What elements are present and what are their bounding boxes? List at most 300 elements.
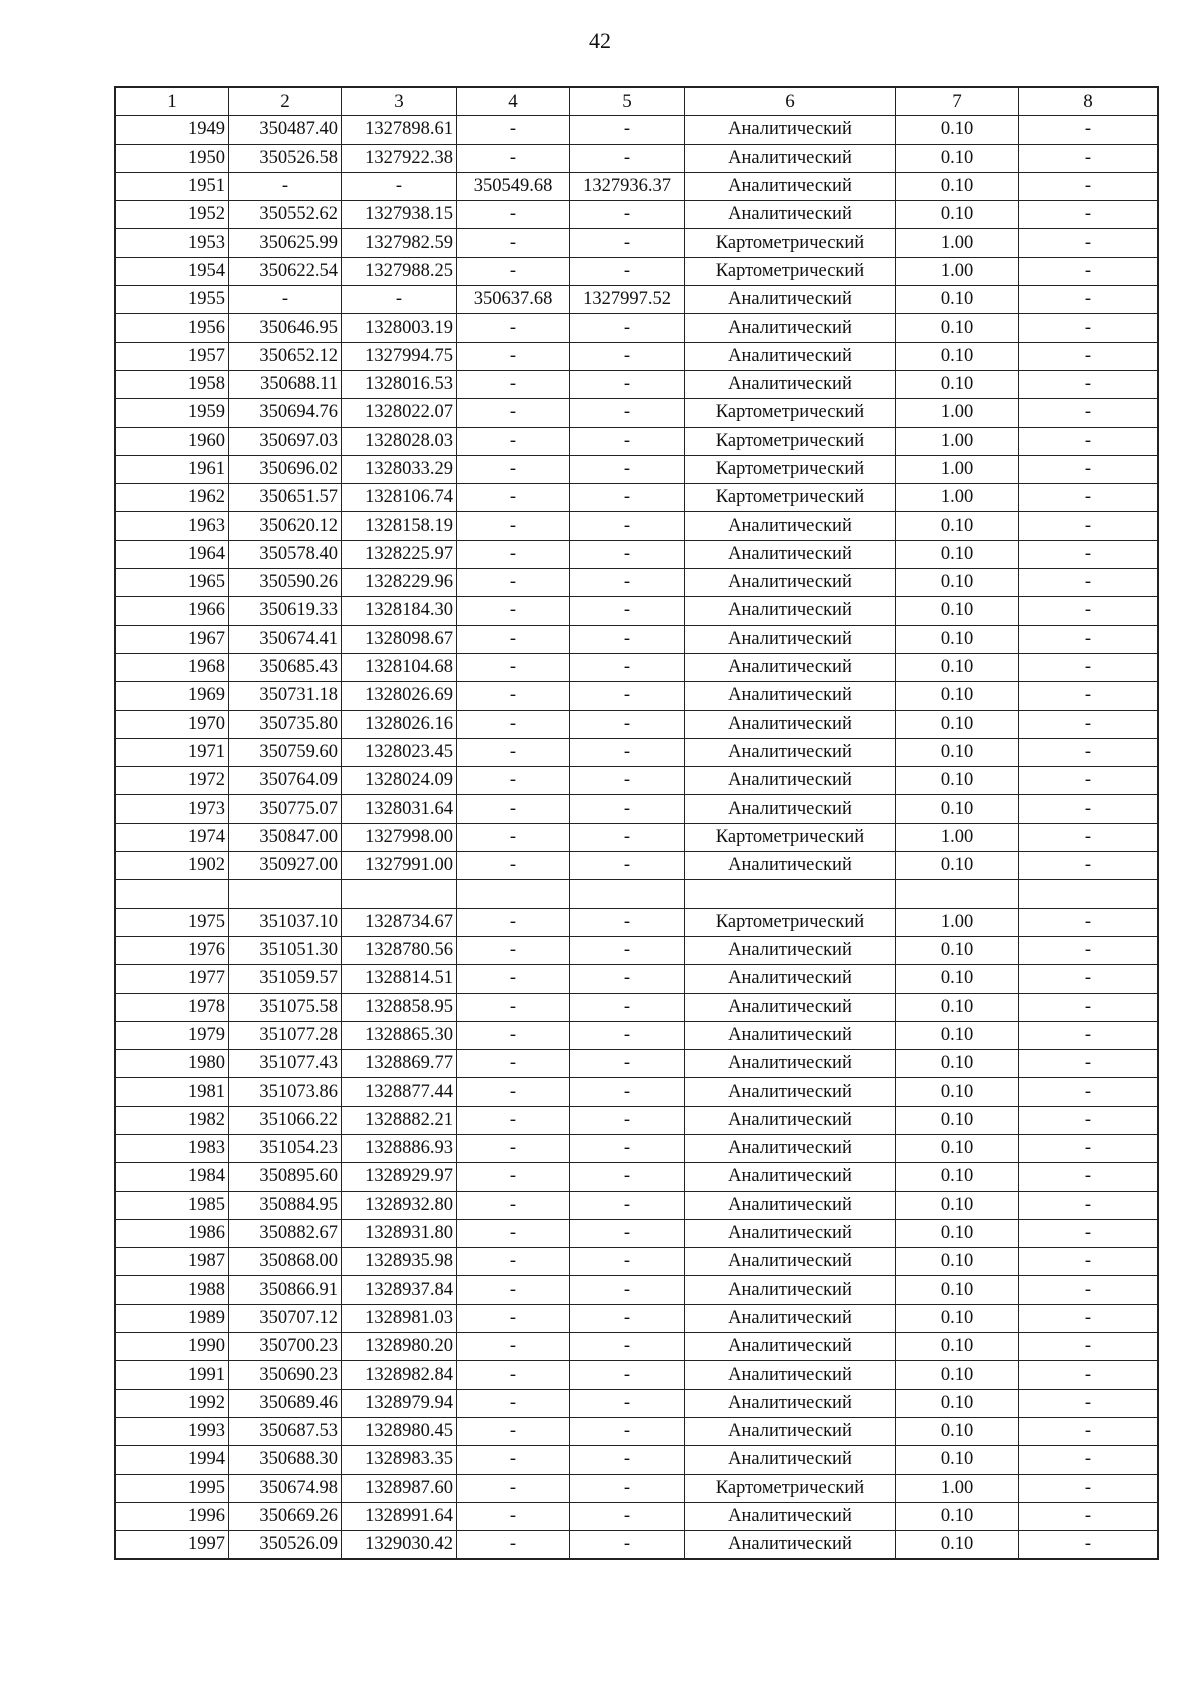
table-cell-col-2: 350674.41 [229,625,342,653]
table-cell-col-7: 0.10 [896,1248,1019,1276]
table-cell-col-7: 0.10 [896,597,1019,625]
table-row [115,201,1158,229]
table-cell-col-6: Аналитический [685,852,896,880]
table-cell-col-8: - [1019,1446,1159,1474]
table-cell-col-2: 351077.43 [229,1050,342,1078]
table-cell-col-8: - [1019,738,1159,766]
table-cell-col-7: 0.10 [896,1389,1019,1417]
table-cell-col-5: - [570,767,685,795]
column-header-3: 3 [342,87,457,116]
table-cell-col-2: 350578.40 [229,540,342,568]
table-cell-col-2: 350868.00 [229,1248,342,1276]
table-cell-col-7: 0.10 [896,1276,1019,1304]
table-cell-col-2: 350688.30 [229,1446,342,1474]
table-cell-col-4: - [457,201,570,229]
table-cell-col-1: 1992 [115,1389,229,1417]
table-cell-col-2: - [229,286,342,314]
table-cell-col-7: 0.10 [896,370,1019,398]
table-row [115,427,1158,455]
table-cell-col-8: - [1019,1361,1159,1389]
table-cell-col-7: 1.00 [896,1474,1019,1502]
table-cell-col-7: 1.00 [896,823,1019,851]
table-cell-col-6: Аналитический [685,1248,896,1276]
table-cell-col-3: 1328877.44 [342,1078,457,1106]
table-cell-col-8: - [1019,286,1159,314]
table-cell-col-2: 350696.02 [229,455,342,483]
table-cell-col-7: 0.10 [896,682,1019,710]
table-cell-col-3: 1328028.03 [342,427,457,455]
table-cell-col-7: 0.10 [896,116,1019,144]
table-cell-col-6: Картометрический [685,427,896,455]
table-cell-col-5: - [570,965,685,993]
table-row [115,540,1158,568]
table-cell-col-8: - [1019,399,1159,427]
table-cell-col-3: 1328981.03 [342,1304,457,1332]
table-cell-col-3: 1329030.42 [342,1531,457,1560]
table-row [115,1248,1158,1276]
table-cell-col-1: 1981 [115,1078,229,1106]
table-cell-col-1: 1964 [115,540,229,568]
table-cell-col-1: 1963 [115,512,229,540]
table-cell-col-5: - [570,1219,685,1247]
table-cell-col-8: - [1019,908,1159,936]
table-cell-col-3: 1328184.30 [342,597,457,625]
table-cell-col-7: 0.10 [896,1531,1019,1560]
table-cell-col-6: Аналитический [685,512,896,540]
table-cell-col-5: - [570,455,685,483]
table-cell-col-7: 0.10 [896,625,1019,653]
table-row [115,314,1158,342]
table-cell-col-6: Аналитический [685,1191,896,1219]
table-cell-col-7: 0.10 [896,342,1019,370]
table-cell-col-8: - [1019,682,1159,710]
table-cell-col-8: - [1019,342,1159,370]
table-cell-col-1: 1965 [115,569,229,597]
table-cell-col-1: 1989 [115,1304,229,1332]
table-cell-col-8: - [1019,993,1159,1021]
table-cell-col-5: - [570,738,685,766]
table-cell-col-2: 350552.62 [229,201,342,229]
table-row [115,625,1158,653]
table-cell-col-2: 351037.10 [229,908,342,936]
table-cell-col-8: - [1019,484,1159,512]
table-cell-col-7: 0.10 [896,314,1019,342]
table-row [115,1474,1158,1502]
table-cell-col-1: 1985 [115,1191,229,1219]
table-cell-col-8: - [1019,936,1159,964]
table-cell-col-1: 1991 [115,1361,229,1389]
table-cell-col-5: - [570,1531,685,1560]
table-cell-col-3: 1328886.93 [342,1134,457,1162]
table-cell-col-4: 350637.68 [457,286,570,314]
table-cell-col-1: 1969 [115,682,229,710]
table-cell-col-1: 1959 [115,399,229,427]
table-cell-col-2: 350669.26 [229,1502,342,1530]
table-cell-col-6: Аналитический [685,1163,896,1191]
table-cell-col-1: 1953 [115,229,229,257]
table-row [115,172,1158,200]
table-cell-col-7: 1.00 [896,484,1019,512]
table-cell-col-2: 351075.58 [229,993,342,1021]
table-cell-col-7: 1.00 [896,399,1019,427]
table-cell-col-6: Аналитический [685,1389,896,1417]
table-cell-col-8: - [1019,1502,1159,1530]
table-row [115,342,1158,370]
table-cell-col-2: 350775.07 [229,795,342,823]
table-cell-col-1: 1970 [115,710,229,738]
table-cell-col-5: - [570,144,685,172]
table-cell-col-4: - [457,1304,570,1332]
table-cell-col-1: 1961 [115,455,229,483]
table-cell-col-5: - [570,1106,685,1134]
table-row [115,1446,1158,1474]
table-cell-col-6: Аналитический [685,795,896,823]
table-cell-col-5: - [570,993,685,1021]
table-cell-col-4: - [457,1050,570,1078]
table-cell-col-6: Аналитический [685,710,896,738]
table-cell-col-5: - [570,1502,685,1530]
table-cell-col-8: - [1019,1531,1159,1560]
table-cell-col-8: - [1019,201,1159,229]
table-cell-col-4: - [457,653,570,681]
table-cell-col-8: - [1019,229,1159,257]
table-cell-col-6: Аналитический [685,1050,896,1078]
table-cell-col-7: 0.10 [896,936,1019,964]
table-cell-col-3: 1328734.67 [342,908,457,936]
table-cell-col-7: 0.10 [896,286,1019,314]
table-cell-col-6: Аналитический [685,1446,896,1474]
table-cell-col-4: - [457,455,570,483]
table-cell-col-7: 0.10 [896,1333,1019,1361]
table-cell-col-4: - [457,1106,570,1134]
table-cell-col-7: 1.00 [896,229,1019,257]
table-cell-col-7: 0.10 [896,512,1019,540]
table-cell-col-1: 1952 [115,201,229,229]
table-row [115,1078,1158,1106]
table-row [115,144,1158,172]
table-cell-col-5: - [570,569,685,597]
table-cell-col-4: - [457,597,570,625]
table-cell-col-2: 351059.57 [229,965,342,993]
table-cell-col-3: 1328026.69 [342,682,457,710]
table-cell-col-8: - [1019,1050,1159,1078]
table-cell-col-5: - [570,1248,685,1276]
table-cell-col-5: - [570,1163,685,1191]
table-cell-col-6: Аналитический [685,625,896,653]
table-cell-col-8: - [1019,314,1159,342]
table-cell-col-1: 1990 [115,1333,229,1361]
table-cell-col-1: 1951 [115,172,229,200]
table-cell-col-4: - [457,484,570,512]
table-cell-col-4: - [457,314,570,342]
column-header-8: 8 [1019,87,1159,116]
table-cell-col-2: 350487.40 [229,116,342,144]
table-cell-col-7: 0.10 [896,201,1019,229]
table-cell-col-3: 1328929.97 [342,1163,457,1191]
table-cell-col-5: 1327997.52 [570,286,685,314]
table-row [115,1134,1158,1162]
table-cell-col-7: 0.10 [896,1417,1019,1445]
table-cell-col-3: 1327994.75 [342,342,457,370]
table-cell-col-7: 0.10 [896,1106,1019,1134]
table-cell-col-7: 0.10 [896,710,1019,738]
table-cell-col-8: - [1019,852,1159,880]
table-cell-col-5: - [570,484,685,512]
table-cell-col-2: 350646.95 [229,314,342,342]
table-cell-col-8: - [1019,1333,1159,1361]
table-cell-col-5: - [570,370,685,398]
table-cell-col-2: 350690.23 [229,1361,342,1389]
table-cell-col-2: 350619.33 [229,597,342,625]
table-cell-col-7: 0.10 [896,1163,1019,1191]
table-cell-col-6: Аналитический [685,936,896,964]
table-cell-col-1: 1958 [115,370,229,398]
table-cell-col-8: - [1019,965,1159,993]
table-row [115,795,1158,823]
table-cell-col-2: 350895.60 [229,1163,342,1191]
table-cell-col-2: 350674.98 [229,1474,342,1502]
table-cell-col-1: 1971 [115,738,229,766]
table-cell-col-5: - [570,257,685,285]
table-cell-col-6: Аналитический [685,1304,896,1332]
table-cell-col-8: - [1019,1417,1159,1445]
table-cell-col-8: - [1019,1134,1159,1162]
table-cell-col-1: 1976 [115,936,229,964]
table-cell-col-3: 1328229.96 [342,569,457,597]
table-cell-col-3: 1328033.29 [342,455,457,483]
table-cell-col-3: 1327898.61 [342,116,457,144]
table-row [115,1191,1158,1219]
table-cell-col-5: - [570,1021,685,1049]
table-row [115,1021,1158,1049]
table-cell-col-3: 1328869.77 [342,1050,457,1078]
table-cell-col-8: - [1019,1474,1159,1502]
table-cell-col-1: 1986 [115,1219,229,1247]
table-row [115,1163,1158,1191]
table-cell-col-7: 0.10 [896,1191,1019,1219]
table-row [115,370,1158,398]
table-cell-col-3: 1328158.19 [342,512,457,540]
table-cell-col-2: 350764.09 [229,767,342,795]
table-cell-col-6: Аналитический [685,682,896,710]
table-row [115,965,1158,993]
table-cell-col-4: - [457,1361,570,1389]
table-cell-col-4: - [457,399,570,427]
table-cell-col-2: 351054.23 [229,1134,342,1162]
table-cell-col-4: - [457,1474,570,1502]
table-cell-col-7: 0.10 [896,1304,1019,1332]
table-cell-col-6: Аналитический [685,144,896,172]
table-cell-col-5: - [570,314,685,342]
table-cell-col-6: Аналитический [685,1417,896,1445]
table-cell-col-4: - [457,427,570,455]
table-cell-col-4: - [457,569,570,597]
table-cell-col-5: - [570,1446,685,1474]
table-cell-col-4: - [457,1389,570,1417]
table-cell-col-1: 1974 [115,823,229,851]
table-cell-col-7: 0.10 [896,738,1019,766]
table-row [115,116,1158,144]
table-row [115,1333,1158,1361]
table-cell-col-7: 1.00 [896,455,1019,483]
table-row [115,512,1158,540]
table-row [115,682,1158,710]
table-cell-col-8: - [1019,512,1159,540]
table-cell-col-4: - [457,908,570,936]
table-cell-col-7: 0.10 [896,1134,1019,1162]
table-cell-col-5: - [570,1304,685,1332]
table-cell-col-5: - [570,342,685,370]
table-cell-col-3: - [342,172,457,200]
table-cell-col-8: - [1019,1219,1159,1247]
table-cell-col-1: 1982 [115,1106,229,1134]
table-cell-col-1: 1955 [115,286,229,314]
table-cell-col-7: 0.10 [896,144,1019,172]
table-cell-col-8: - [1019,370,1159,398]
table-cell-col-2: 350759.60 [229,738,342,766]
table-cell-col-7: 0.10 [896,569,1019,597]
table-cell-col-6: Аналитический [685,1134,896,1162]
table-cell-col-1: 1993 [115,1417,229,1445]
table-cell-col-3: 1328106.74 [342,484,457,512]
table-cell-col-8: - [1019,1106,1159,1134]
table-cell-col-4: - [457,738,570,766]
table-row [115,710,1158,738]
table-cell-col-1: 1984 [115,1163,229,1191]
table-cell-col-5: - [570,1050,685,1078]
table-cell-col-3: 1327922.38 [342,144,457,172]
table-cell-col-4: - [457,1134,570,1162]
table-cell-col-6: Аналитический [685,540,896,568]
table-cell-col-1: 1960 [115,427,229,455]
table-cell-col-6: Аналитический [685,993,896,1021]
table-cell-col-2: 350689.46 [229,1389,342,1417]
table-cell-col-1: 1997 [115,1531,229,1560]
column-header-1: 1 [115,87,229,116]
table-cell-col-7: 0.10 [896,852,1019,880]
table-cell-col-4: - [457,823,570,851]
table-cell-col-3: 1328979.94 [342,1389,457,1417]
table-cell-col-1: 1956 [115,314,229,342]
table-cell-col-6: Картометрический [685,1474,896,1502]
table-cell-col-5: - [570,540,685,568]
table-cell-col-8: - [1019,625,1159,653]
table-cell-col-1: 1973 [115,795,229,823]
table-cell-col-7: 0.10 [896,172,1019,200]
table-cell-col-6: Аналитический [685,597,896,625]
table-cell-col-8: - [1019,427,1159,455]
table-cell-col-6: Аналитический [685,965,896,993]
table-cell-col-8: - [1019,172,1159,200]
table-cell-col-8: - [1019,569,1159,597]
table-row [115,1106,1158,1134]
table-cell-col-4: - [457,710,570,738]
table-cell-col-1: 1975 [115,908,229,936]
table-cell-col-7: 1.00 [896,908,1019,936]
table-cell-col-8: - [1019,1304,1159,1332]
table-cell-col-6: Картометрический [685,257,896,285]
table-cell-col-4: - [457,116,570,144]
table-cell-col-8: - [1019,1191,1159,1219]
table-cell-col-1: 1978 [115,993,229,1021]
table-row [115,1389,1158,1417]
table-cell-col-3: 1328991.64 [342,1502,457,1530]
table-cell-col-4 [457,880,570,908]
table-cell-col-6: Аналитический [685,1333,896,1361]
table-cell-col-3: 1328098.67 [342,625,457,653]
table-cell-col-7: 0.10 [896,993,1019,1021]
table-cell-col-4: - [457,257,570,285]
page-number: 42 [589,28,611,53]
table-cell-col-5: 1327936.37 [570,172,685,200]
table-cell-col-6: Аналитический [685,1502,896,1530]
table-cell-col-8: - [1019,823,1159,851]
table-cell-col-2: 350526.58 [229,144,342,172]
table-cell-col-4: - [457,625,570,653]
table-row [115,1276,1158,1304]
table-cell-col-3: 1327982.59 [342,229,457,257]
table-cell-col-4: - [457,795,570,823]
table-cell-col-7: 0.10 [896,1446,1019,1474]
table-cell-col-7: 0.10 [896,767,1019,795]
table-cell-col-7: 0.10 [896,540,1019,568]
table-cell-col-4: 350549.68 [457,172,570,200]
table-cell-col-2: 350866.91 [229,1276,342,1304]
table-row [115,993,1158,1021]
table-cell-col-1: 1967 [115,625,229,653]
table-cell-col-3: 1327991.00 [342,852,457,880]
table-cell-col-2: 350735.80 [229,710,342,738]
table-cell-col-6: Аналитический [685,1106,896,1134]
table-cell-col-6: Аналитический [685,1361,896,1389]
table-cell-col-6: Картометрический [685,399,896,427]
table-cell-col-1: 1977 [115,965,229,993]
table-cell-col-2: 351077.28 [229,1021,342,1049]
table-cell-col-2: 350688.11 [229,370,342,398]
table-cell-col-6: Аналитический [685,172,896,200]
table-cell-col-7 [896,880,1019,908]
table-cell-col-4: - [457,965,570,993]
table-cell-col-6: Аналитический [685,653,896,681]
table-cell-col-3: 1328980.45 [342,1417,457,1445]
table-cell-col-3: 1328023.45 [342,738,457,766]
table-cell-col-3: 1328022.07 [342,399,457,427]
table-row [115,1304,1158,1332]
table-cell-col-5: - [570,1078,685,1106]
table-cell-col-3: 1328780.56 [342,936,457,964]
table-cell-col-3: 1328980.20 [342,1333,457,1361]
table-row [115,738,1158,766]
table-cell-col-5: - [570,1389,685,1417]
table-cell-col-8: - [1019,144,1159,172]
table-cell-col-7: 1.00 [896,427,1019,455]
table-cell-col-3: 1328104.68 [342,653,457,681]
table-cell-col-4: - [457,370,570,398]
table-cell-col-2: 350652.12 [229,342,342,370]
table-row [115,852,1158,880]
table-cell-col-7: 1.00 [896,257,1019,285]
table-cell-col-3: 1328931.80 [342,1219,457,1247]
table-cell-col-5: - [570,852,685,880]
table-cell-col-3: 1328814.51 [342,965,457,993]
table-cell-col-4: - [457,229,570,257]
table-cell-col-6: Аналитический [685,1531,896,1560]
column-header-5: 5 [570,87,685,116]
table-cell-col-4: - [457,1531,570,1560]
table-cell-col-1: 1980 [115,1050,229,1078]
table-cell-col-8: - [1019,540,1159,568]
table-cell-col-8: - [1019,710,1159,738]
